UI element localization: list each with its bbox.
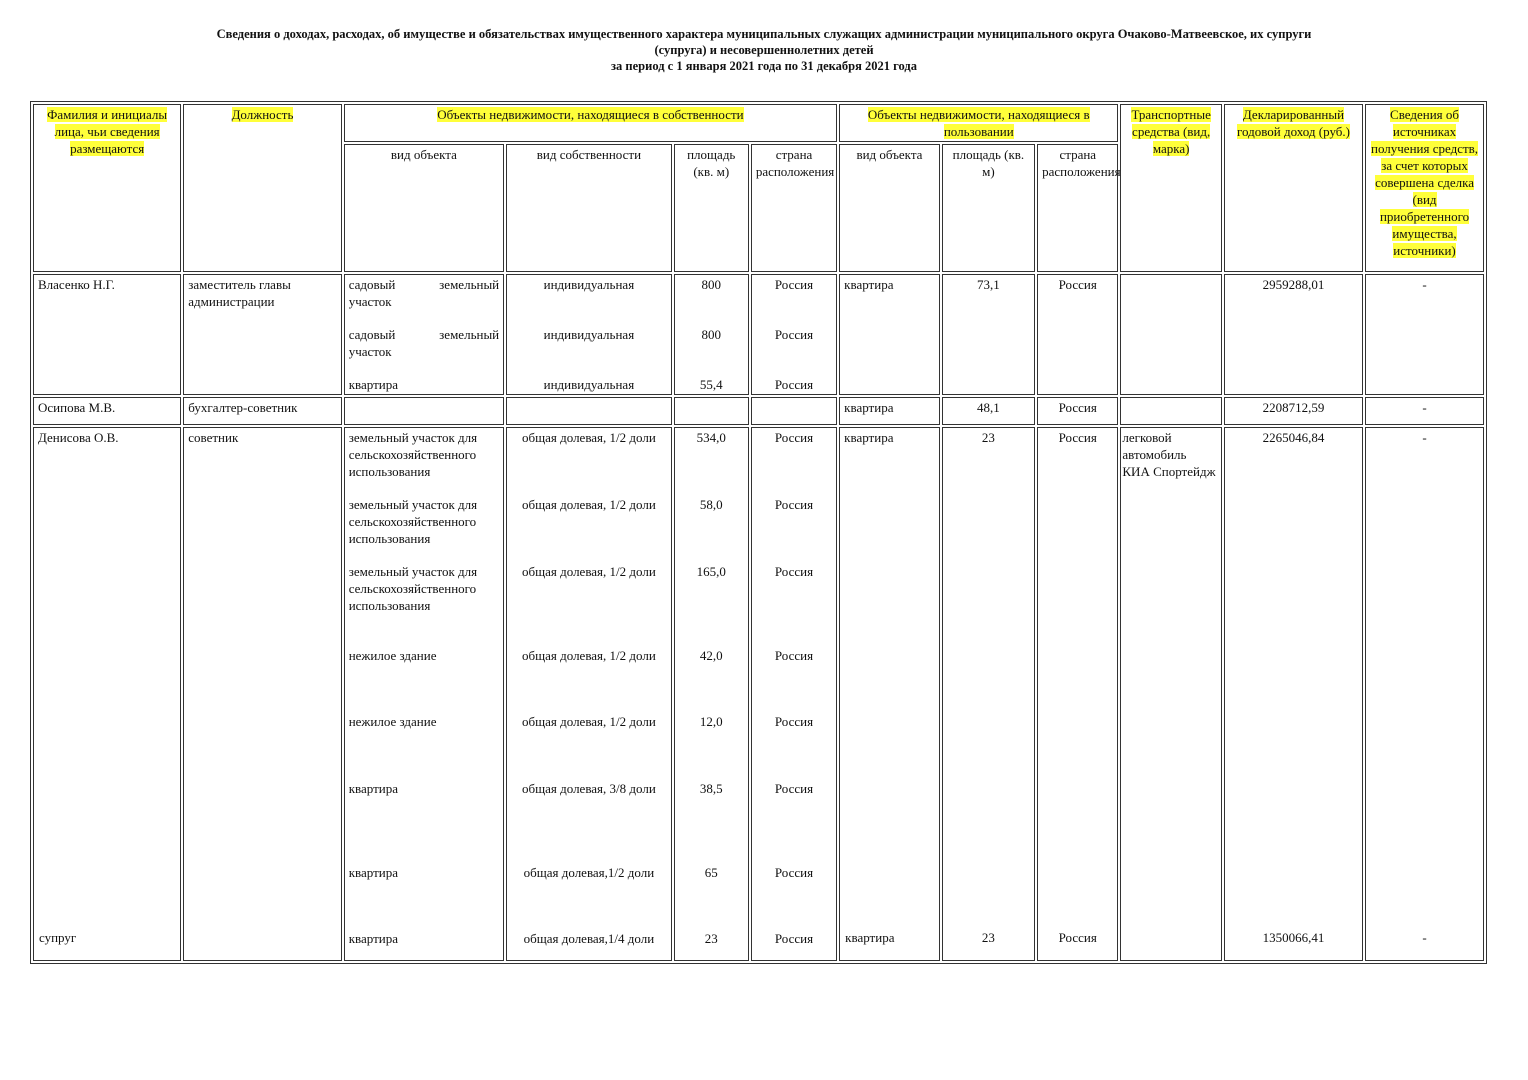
owned-type: квартира [348,865,398,880]
header-name: Фамилия и инициалы лица, чьи сведения размещаются [33,104,181,272]
owned-type-cell [344,397,504,425]
owned-ownership-cell [506,274,672,395]
owned-ownership: общая долевая,1/4 доли [523,931,655,946]
owned-area: 800 [701,277,721,292]
header-position: Должность [183,104,341,272]
owned-ownership: общая долевая, 1/2 доли [522,648,656,663]
used-country: Россия [1058,430,1097,445]
owned-country: Россия [774,277,814,292]
header-transport: Транспортные средства (вид, марка) [1120,104,1222,272]
header-used-area: площадь (кв. м) [942,144,1035,272]
owned-area: 165,0 [696,564,726,579]
owned-country-cell [751,274,837,395]
sources: - [1422,430,1427,445]
owned-area-cell [674,397,749,425]
owned-type: земельный участок для сельскохозяйственного использования [348,497,478,546]
owned-area: 23 [704,931,718,946]
owned-type: квартира [348,931,398,946]
owned-country: Россия [774,497,814,512]
used-area: 73,1 [942,274,1035,395]
owned-type: квартира [348,377,398,392]
owned-ownership-cell [506,427,672,961]
header-owned-group: Объекты недвижимости, находящиеся в собственности [344,104,837,142]
income: 2208712,59 [1224,397,1363,425]
owned-type: земельный участок для сельскохозяйственного использования [348,564,478,613]
owned-country: Россия [774,648,814,663]
owned-ownership: индивидуальная [543,277,635,292]
owned-type: нежилое здание [348,648,437,663]
spouse-name: супруг [39,930,77,945]
person-position: бухгалтер-советник [183,397,341,425]
owned-area: 42,0 [699,648,723,663]
owned-type-cell [344,427,504,961]
used-area: 23 [981,930,995,945]
owned-country-cell [751,397,837,425]
header-owned-country: страна расположения [751,144,837,272]
owned-ownership: общая долевая, 1/2 доли [522,497,656,512]
used-country: Россия [1058,930,1097,945]
sources-cell [1365,427,1484,961]
header-sources: Сведения об источниках получения средств, за счет которых совершена сделка (вид приобретенного имущества, источники) [1365,104,1484,272]
owned-country-cell [751,427,837,961]
title-line-3: за период с 1 января 2021 года по 31 декабря 2021 года [611,59,917,73]
header-income: Декларированный годовой доход (руб.) [1224,104,1363,272]
owned-country: Россия [774,327,814,342]
owned-country: Россия [774,781,814,796]
person-position: советник [183,427,341,961]
declaration-table [30,101,1487,964]
owned-type: земельный участок для сельскохозяйственного использования [348,430,478,479]
used-area: 48,1 [942,397,1035,425]
owned-area: 58,0 [699,497,723,512]
table-row [33,427,1484,961]
table-row [33,397,1484,425]
owned-ownership-cell [506,397,672,425]
used-type-cell [839,427,940,961]
owned-type: нежилое здание [348,714,437,729]
sources: - [1422,930,1427,945]
owned-ownership: общая долевая,1/2 доли [523,865,655,880]
used-country-cell [1037,427,1118,961]
person-name: Власенко Н.Г. [33,274,181,395]
owned-ownership: общая долевая, 3/8 доли [522,781,656,796]
owned-area-cell [674,427,749,961]
owned-country: Россия [774,714,814,729]
income: 1350066,41 [1262,930,1325,945]
used-country: Россия [1037,397,1118,425]
table-row [33,274,1484,395]
transport [1120,274,1222,395]
used-type: квартира [839,274,940,395]
owned-area-cell [674,274,749,395]
document-title [100,26,1428,74]
header-owned-type: вид объекта [344,144,504,272]
owned-area: 534,0 [696,430,726,445]
owned-type: квартира [348,781,398,796]
person-position: заместитель главы администрации [183,274,341,395]
income-cell [1224,427,1363,961]
owned-area: 12,0 [699,714,723,729]
header-owned-area: площадь (кв. м) [674,144,749,272]
owned-ownership: общая долевая, 1/2 доли [522,564,656,579]
owned-ownership: индивидуальная [543,327,635,342]
used-type: квартира [839,397,940,425]
used-type: квартира [844,430,894,445]
owned-country: Россия [774,377,814,392]
header-used-type: вид объекта [839,144,940,272]
person-name: Осипова М.В. [33,397,181,425]
used-area-cell [942,427,1035,961]
owned-country: Россия [774,564,814,579]
header-owned-ownership: вид собственности [506,144,672,272]
header-used-country: страна расположения [1037,144,1118,272]
used-type: квартира [845,930,895,945]
used-country: Россия [1037,274,1118,395]
owned-country: Россия [774,430,814,445]
owned-ownership: индивидуальная [543,377,635,392]
owned-type: садовый земельный участок [348,277,500,309]
sources: - [1365,274,1484,395]
owned-country: Россия [774,865,814,880]
income: 2959288,01 [1224,274,1363,395]
owned-area: 55,4 [699,377,723,392]
owned-area: 65 [704,865,718,880]
owned-type-cell [344,274,504,395]
sources: - [1365,397,1484,425]
owned-type: садовый земельный участок [348,327,500,359]
used-area: 23 [981,430,995,445]
person-name-cell [33,427,181,961]
owned-area: 800 [701,327,721,342]
income: 2265046,84 [1262,430,1325,445]
owned-ownership: общая долевая, 1/2 доли [522,714,656,729]
title-line-2: (супруга) и несовершеннолетних детей [654,43,874,57]
header-row-1 [33,104,1484,142]
header-used-group: Объекты недвижимости, находящиеся в пользовании [839,104,1118,142]
owned-area: 38,5 [699,781,723,796]
owned-country: Россия [774,931,814,946]
title-line-1: Сведения о доходах, расходах, об имуществе и обязательствах имущественного характера муниципальных служащих администрации муниципального округа Очаково-Матвеевское, их супруги [216,27,1312,41]
transport [1120,397,1222,425]
person-name: Денисова О.В. [38,430,119,445]
transport: легковой автомобиль КИА Спортейдж [1120,427,1222,961]
owned-ownership: общая долевая, 1/2 доли [522,430,656,445]
